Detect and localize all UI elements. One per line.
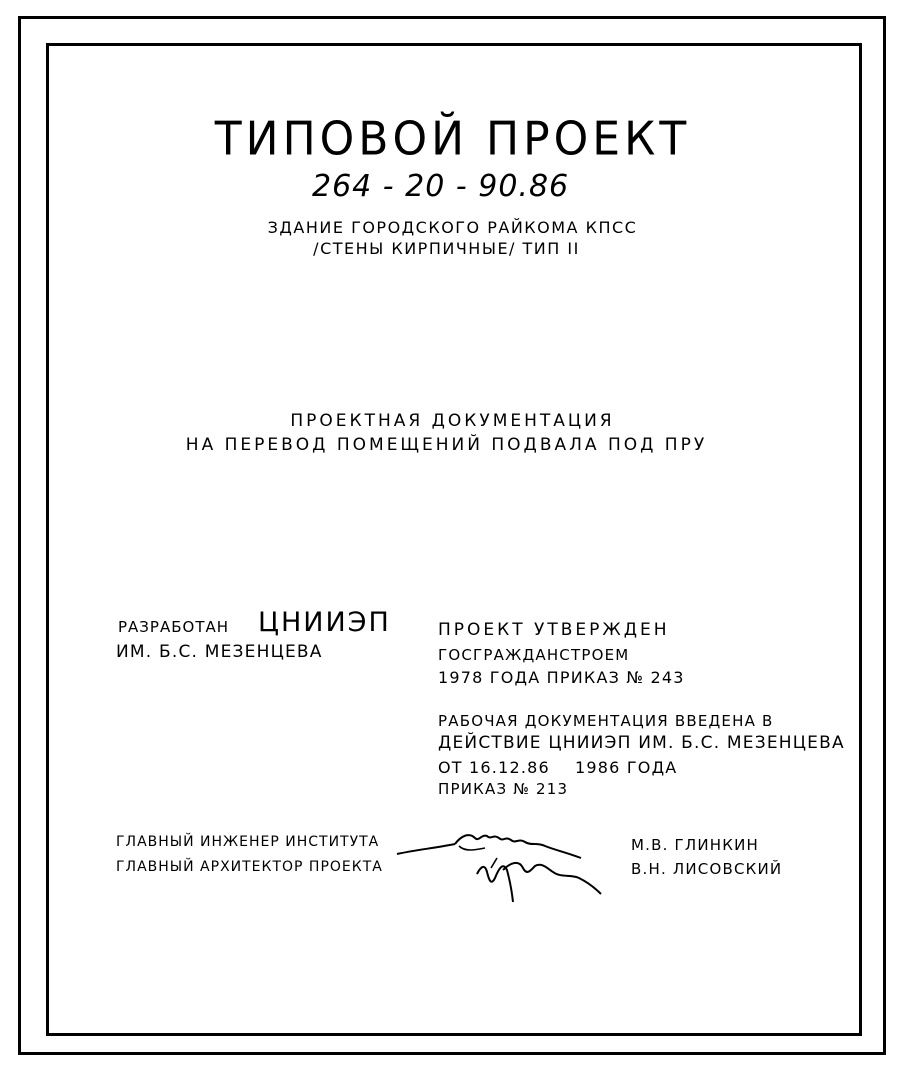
developer-label: РАЗРАБОТАН bbox=[118, 618, 230, 636]
documentation-line-1: ПРОЕКТНАЯ ДОКУМЕНТАЦИЯ bbox=[290, 411, 615, 431]
handwritten-signatures bbox=[395, 822, 610, 907]
developer-name: ИМ. Б.С. МЕЗЕНЦЕВА bbox=[116, 642, 323, 662]
document-title: ТИПОВОЙ ПРОЕКТ bbox=[214, 112, 691, 167]
approval-line-4: РАБОЧАЯ ДОКУМЕНТАЦИЯ ВВЕДЕНА В bbox=[438, 712, 774, 730]
approval-line-6: ОТ 16.12.86 1986 ГОДА bbox=[438, 758, 678, 777]
signatory-name-1: М.В. ГЛИНКИН bbox=[631, 836, 760, 854]
developer-org: ЦНИИЭП bbox=[258, 607, 391, 638]
approval-line-1: ПРОЕКТ УТВЕРЖДЕН bbox=[438, 620, 670, 640]
approval-line-7: ПРИКАЗ № 213 bbox=[438, 780, 569, 798]
signature-role-2: ГЛАВНЫЙ АРХИТЕКТОР ПРОЕКТА bbox=[116, 859, 383, 875]
approval-line-3: 1978 ГОДА ПРИКАЗ № 243 bbox=[438, 668, 685, 687]
signature-role-1: ГЛАВНЫЙ ИНЖЕНЕР ИНСТИТУТА bbox=[116, 834, 380, 850]
documentation-line-2: НА ПЕРЕВОД ПОМЕЩЕНИЙ ПОДВАЛА ПОД ПРУ bbox=[185, 435, 708, 455]
subtitle-line-2: /СТЕНЫ КИРПИЧНЫЕ/ ТИП II bbox=[313, 239, 580, 258]
subtitle-line-1: ЗДАНИЕ ГОРОДСКОГО РАЙКОМА КПСС bbox=[267, 218, 638, 237]
project-code: 264 - 20 - 90.86 bbox=[312, 169, 570, 204]
approval-line-5: ДЕЙСТВИЕ ЦНИИЭП ИМ. Б.С. МЕЗЕНЦЕВА bbox=[438, 733, 845, 753]
signatory-name-2: В.Н. ЛИСОВСКИЙ bbox=[631, 860, 783, 878]
approval-line-2: ГОСГРАЖДАНСТРОЕМ bbox=[438, 646, 630, 664]
